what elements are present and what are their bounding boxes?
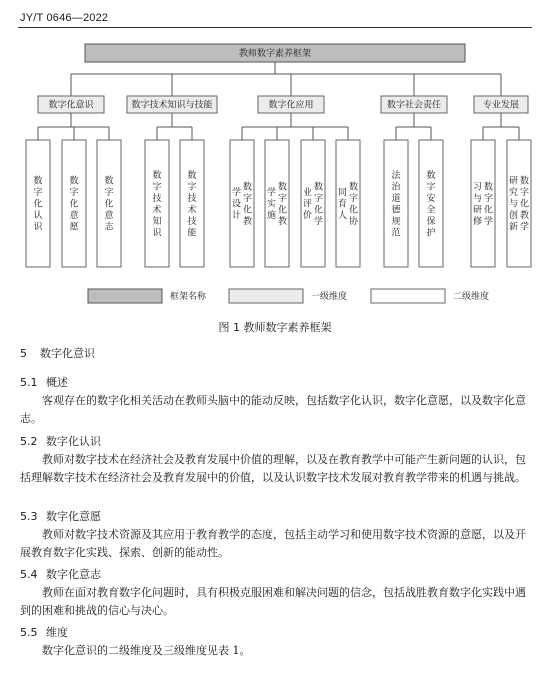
section-number: 5.2: [20, 435, 38, 448]
sub-dimension-label: 法治道德规范: [391, 170, 401, 239]
sub-dimension-label: 数字化教: [277, 182, 288, 227]
paragraph-text: 客观存在的数字化相关活动在教师头脑中的能动反映，包括数字化认识，数字化意愿，以及数字化意志。: [20, 394, 526, 425]
legend-label: 框架名称: [170, 292, 207, 302]
dimension-label: 数字化应用: [268, 100, 314, 111]
sub-dimension-label: 数字化学: [313, 182, 324, 227]
sub-dimension-label: 数字化学: [483, 182, 494, 227]
section-5-1-heading: [20, 374, 68, 390]
legend-swatch: [229, 289, 303, 303]
legend-label: 一级维度: [311, 292, 348, 302]
sub-dimension-label: 研究与创新: [508, 176, 519, 233]
section-5-5-heading: [20, 624, 68, 640]
sub-dimension-label: 习与研修: [472, 182, 483, 227]
section-title: 数字化意志: [46, 568, 101, 581]
sub-dimension-label: 数字技术知识: [152, 170, 162, 239]
sub-dimension-label: 数字技术技能: [187, 170, 197, 239]
legend-label: 二级维度: [453, 292, 490, 302]
paragraph-text: 数字化意识的二级维度及三级维度见表 1。: [42, 644, 251, 657]
section-5-4-body: [20, 584, 532, 620]
section-title: 概述: [46, 376, 68, 389]
section-number: 5.4: [20, 568, 38, 581]
framework-diagram: [0, 30, 550, 312]
sub-dimension-label: 数字化认识: [33, 176, 43, 233]
section-5-4-heading: [20, 566, 101, 582]
dimension-label: 数字社会责任: [386, 100, 442, 111]
sub-dimension-label: 数字化教: [242, 182, 253, 227]
framework-root-label: 教师数字素养框架: [238, 49, 312, 59]
sub-dimension-label: 同育人: [337, 188, 348, 221]
sub-dimension-label: 学实施: [266, 188, 277, 221]
sub-dimension-label: 数字化教学: [519, 176, 530, 233]
section-title: 数字化认识: [46, 435, 101, 448]
section-5-3-body: [20, 526, 532, 562]
section-5-2-body: [20, 451, 532, 487]
document-id: JY/T 0646—2022: [20, 12, 109, 24]
sub-dimension-label: 学设计: [231, 188, 242, 221]
section-5-2-heading: [20, 433, 101, 449]
section-number: 5.5: [20, 626, 38, 639]
header-rule: [18, 27, 532, 28]
section-5-3-heading: [20, 508, 101, 524]
paragraph-text: 教师在面对教育数字化问题时，具有积极克服困难和解决问题的信念，包括战胜教育数字化实践中遇到的困难和挑战的信心与决心。: [20, 586, 526, 617]
figure-caption: 图 1 教师数字素养框架: [218, 321, 332, 334]
sub-dimension-label: 数字化意志: [104, 176, 114, 233]
sub-dimension-label: 数字安全保护: [426, 170, 436, 239]
legend-swatch: [88, 289, 162, 303]
sub-dimension-label: 数字化协: [348, 182, 359, 227]
section-title: 数字化意愿: [46, 510, 101, 523]
section-5-1-body: [20, 392, 532, 428]
dimension-label: 数字技术知识与技能: [131, 100, 213, 111]
paragraph-text: 教师对数字技术资源及其应用于教育教学的态度，包括主动学习和使用数字技术资源的意愿，以及开展教育数字化实践、探索、创新的能动性。: [20, 528, 526, 559]
dimension-label: 专业发展: [482, 100, 520, 111]
section-number: 5: [20, 347, 27, 360]
sub-dimension-label: 业评价: [302, 188, 313, 221]
legend-swatch: [371, 289, 445, 303]
dimension-label: 数字化意识: [48, 100, 94, 111]
section-title: 维度: [46, 626, 68, 639]
section-5-heading: [20, 345, 95, 361]
section-title: 数字化意识: [40, 347, 95, 360]
section-number: 5.3: [20, 510, 38, 523]
sub-dimension-label: 数字化意愿: [69, 176, 79, 233]
section-number: 5.1: [20, 376, 38, 389]
paragraph-text: 教师对数字技术在经济社会及教育发展中价值的理解，以及在教育教学中可能产生新问题的认识，包括理解数字技术在经济社会及教育发展中的价值，以及认识数字技术发展对教育教学带来的机遇与挑战。: [20, 453, 526, 484]
section-5-5-body: [20, 642, 532, 660]
